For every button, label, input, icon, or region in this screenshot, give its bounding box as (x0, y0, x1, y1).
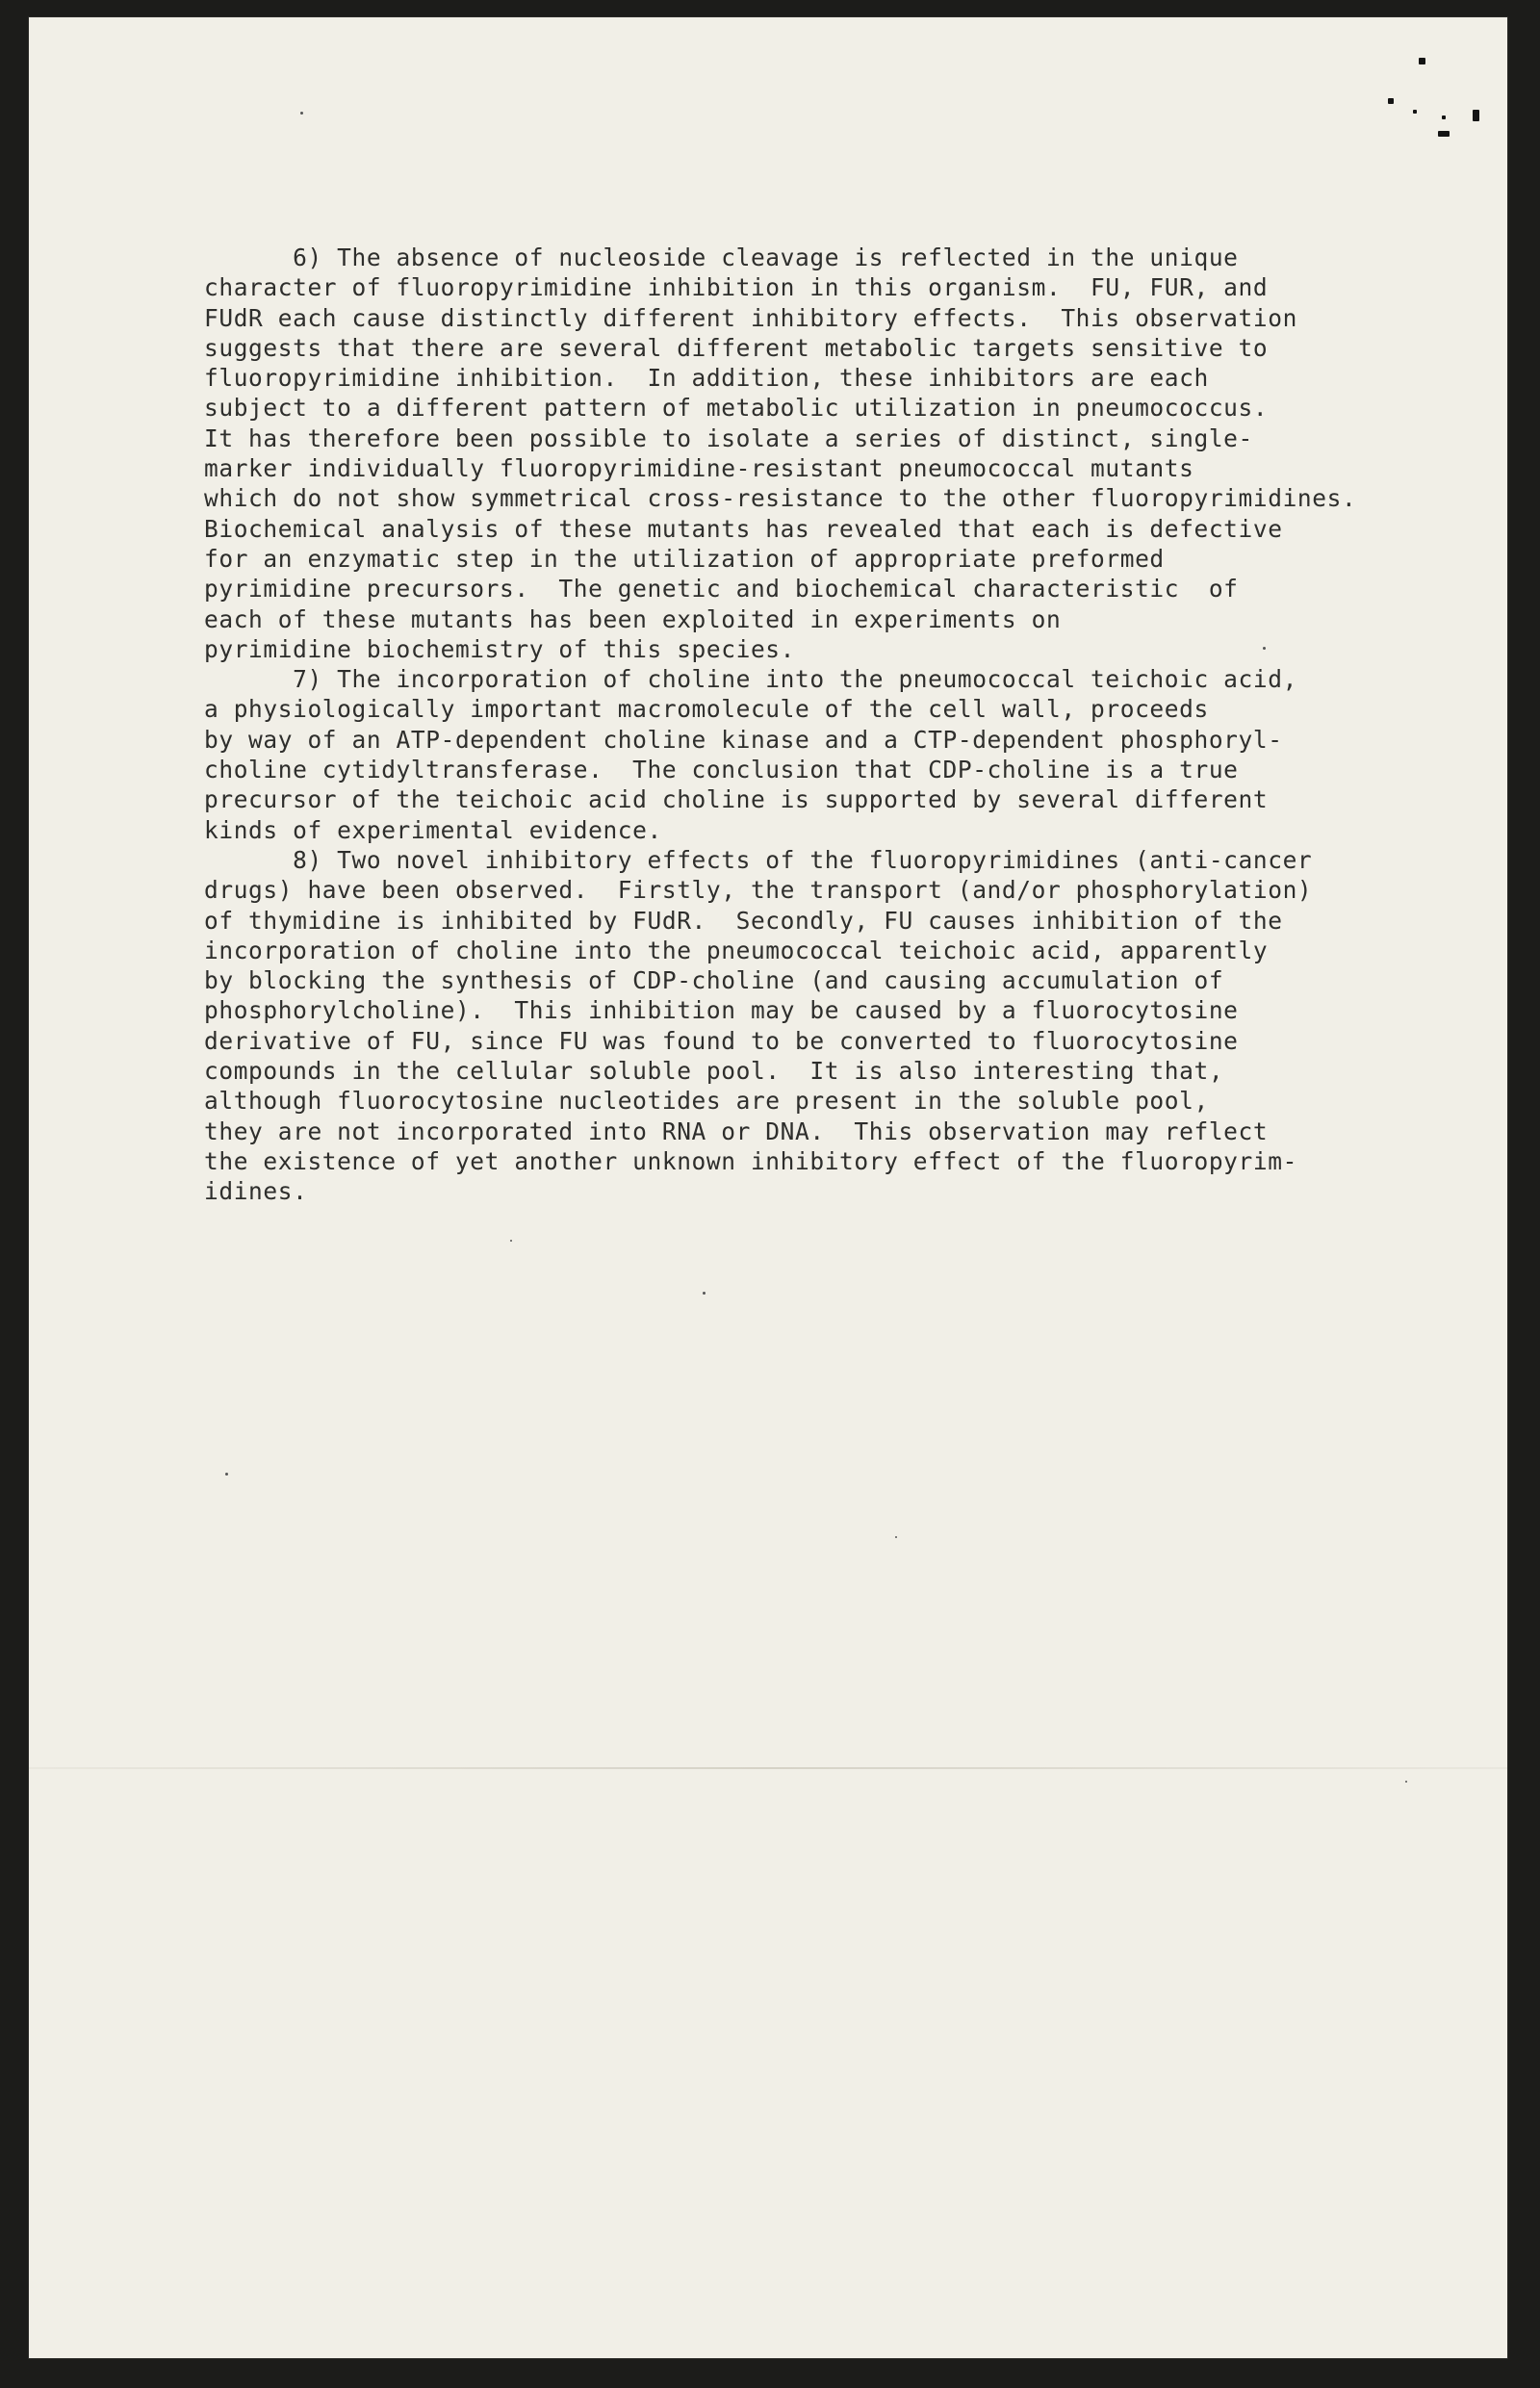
ink-mark (1442, 116, 1446, 119)
text-line: FUdR each cause distinctly different inhibitory effects. This observation (204, 303, 1297, 332)
text-line: compounds in the cellular soluble pool. It is also interesting that, (204, 1057, 1224, 1086)
body-text (204, 243, 1417, 1207)
text-line: phosphorylcholine). This inhibition may be caused by a fluorocytosine (204, 996, 1239, 1025)
ink-mark (1473, 110, 1479, 121)
paper-speck (895, 1536, 897, 1538)
text-line: they are not incorporated into RNA or DNA. This observation may reflect (204, 1117, 1269, 1145)
text-line: 7) The incorporation of choline into the pneumococcal teichoic acid, (204, 665, 1297, 694)
paper-speck (300, 112, 303, 115)
text-line: each of these mutants has been exploited in experiments on (204, 604, 1062, 633)
text-line: the existence of yet another unknown inhibitory effect of the fluoropyrim- (204, 1146, 1297, 1175)
text-line: pyrimidine biochemistry of this species. (204, 634, 796, 663)
text-line: Biochemical analysis of these mutants has revealed that each is defective (204, 514, 1283, 543)
text-line: 6) The absence of nucleoside cleavage is reflected in the unique (204, 244, 1239, 271)
text-line: by blocking the synthesis of CDP-choline (and causing accumulation of (204, 966, 1224, 995)
paper-speck (510, 1240, 512, 1242)
text-line: incorporation of choline into the pneumococcal teichoic acid, apparently (204, 936, 1269, 964)
paper-fold-crease (29, 1767, 1507, 1769)
text-line: derivative of FU, since FU was found to be converted to fluorocytosine (204, 1026, 1239, 1055)
ink-mark (1438, 131, 1450, 137)
text-line: 8) Two novel inhibitory effects of the fluoropyrimidines (anti-cancer (204, 845, 1313, 874)
text-line: pyrimidine precursors. The genetic and biochemical characteristic of (204, 575, 1239, 603)
text-line: fluoropyrimidine inhibition. In addition, these inhibitors are each (204, 364, 1209, 393)
text-line: subject to a different pattern of metabolic utilization in pneumococcus. (204, 394, 1269, 423)
ink-mark (1413, 110, 1417, 114)
text-line: suggests that there are several different metabolic targets sensitive to (204, 333, 1269, 362)
paper-speck (1405, 1781, 1407, 1783)
text-line: drugs) have been observed. Firstly, the transport (and/or phosphorylation) (204, 876, 1313, 905)
text-line: although fluorocytosine nucleotides are present in the soluble pool, (204, 1087, 1209, 1116)
text-line: character of fluoropyrimidine inhibition in this organism. FU, FUR, and (204, 273, 1269, 302)
paper-speck (703, 1292, 706, 1295)
text-line: kinds of experimental evidence. (204, 815, 662, 844)
text-line: for an enzymatic step in the utilization of appropriate preformed (204, 544, 1165, 573)
text-line: choline cytidyltransferase. The conclusion that CDP-choline is a true (204, 756, 1239, 784)
text-line: It has therefore been possible to isolate a series of distinct, single- (204, 424, 1253, 452)
text-line: by way of an ATP-dependent choline kinase and a CTP-dependent phosphoryl- (204, 725, 1283, 754)
ink-mark (1388, 98, 1394, 104)
text-line: of thymidine is inhibited by FUdR. Secondly, FU causes inhibition of the (204, 906, 1283, 935)
ink-mark (1419, 58, 1425, 64)
text-line: which do not show symmetrical cross-resistance to the other fluoropyrimidines. (204, 484, 1357, 513)
text-line: marker individually fluoropyrimidine-resistant pneumococcal mutants (204, 454, 1194, 483)
text-line: a physiologically important macromolecule of the cell wall, proceeds (204, 695, 1209, 724)
text-line: idines. (204, 1177, 308, 1206)
paper-speck (225, 1473, 228, 1476)
text-line: precursor of the teichoic acid choline is supported by several different (204, 785, 1269, 814)
